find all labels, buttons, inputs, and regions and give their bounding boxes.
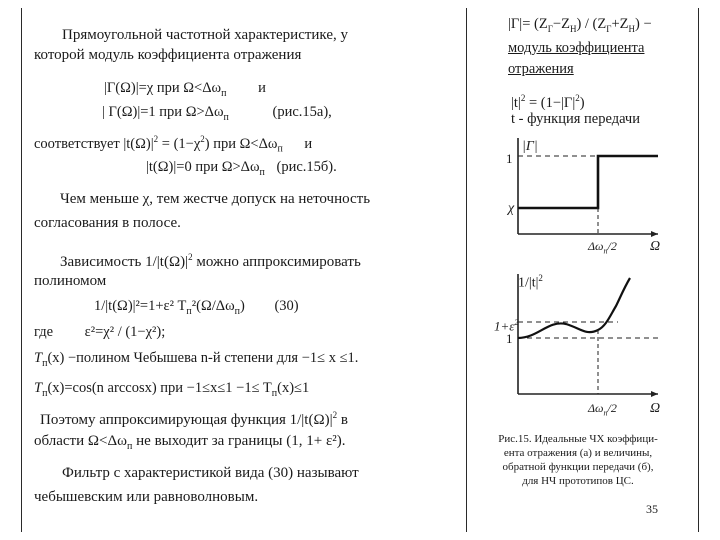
graph-b-x-axis-label: Ω bbox=[650, 401, 661, 416]
reflection-formula: $|Г|= (Z_Г-Z_Н) / (Z_Г+Z_Н)$ − bbox=[508, 16, 652, 34]
transmission-description: t - функция передачи bbox=[511, 111, 640, 127]
paragraph-3-line-1: Зависимость $1/|t(\Omega)|^2$ можно аппроксимировать bbox=[60, 252, 361, 270]
equation-30: 1/|t(Ω)|²=1+ε² $T_п^2(\Omega/\Delta\omega_п)$ (30) bbox=[94, 298, 299, 317]
graph-a-x-mark: $\Delta\omega_п/2$ bbox=[588, 239, 617, 256]
figure-caption bbox=[478, 432, 678, 488]
paragraph-5-line-1: Фильтр с характеристикой вида (30) называют bbox=[62, 465, 359, 481]
caption-line-1: Рис.15. Идеальные ЧХ коэффици- bbox=[498, 433, 658, 445]
right-border bbox=[698, 8, 699, 532]
paragraph-1-line-2: которой модуль коэффициента отражения bbox=[34, 47, 302, 63]
graph-a-y-label: |Г| bbox=[522, 139, 538, 154]
caption-line-4: для НЧ прототипов ЦС. bbox=[522, 475, 634, 487]
reflection-caption-line-2: модуль коэффициента bbox=[508, 40, 645, 56]
graph-a-y-chi: χ bbox=[508, 201, 515, 216]
graph-a-x-axis-label: Ω bbox=[650, 239, 661, 254]
left-border bbox=[21, 8, 22, 532]
graph-b-y-label: $1/|t|^2$ bbox=[518, 273, 543, 291]
paragraph-2-line-2: согласования в полосе. bbox=[34, 215, 181, 231]
where-line: где ε²=χ² / (1−χ²); bbox=[34, 324, 166, 340]
graph-b-y-one: 1 bbox=[506, 331, 513, 346]
chebyshev-definition: $T_п(x)$ −полином Чебышева n-й степени для −1≤ x ≤1. bbox=[34, 350, 359, 369]
transmission-formula: $|t|^2 = (1-|Г|^2)$ bbox=[511, 93, 585, 111]
caption-line-3: обратной функции передачи (б), bbox=[502, 461, 654, 473]
page-number: 35 bbox=[646, 502, 658, 516]
graph-b-x-mark: $\Delta\omega_п/2$ bbox=[588, 401, 617, 418]
equation-4: |t(Ω)|=0 при $\Omega>\Delta\omega_п$ (рис.15б). bbox=[146, 159, 337, 178]
paragraph-4-line-1: Поэтому аппроксимирующая функция $1/|t(\Omega)|^2$ в bbox=[40, 410, 348, 428]
reflection-caption-line-3: отражения bbox=[508, 61, 574, 77]
graph-a-y-one: 1 bbox=[506, 151, 513, 166]
caption-line-2: ента отражения (а) и величины, bbox=[503, 447, 653, 459]
paragraph-2-line-1: Чем меньше χ, тем жестче допуск на неточность bbox=[60, 191, 371, 207]
paragraph-4-line-2: области $\Omega<\Delta\omega_п$ не выходит за границы (1, 1+ ε²). bbox=[34, 433, 346, 452]
paragraph-5-line-2: чебышевским или равноволновым. bbox=[34, 489, 259, 505]
paragraph-3-line-2: полиномом bbox=[34, 273, 107, 289]
cosine-formula: $T_п(x)=\cos(n$ arccosx) при $-1\le x\le 1 -1\le T_п(x)\le 1$ bbox=[34, 380, 310, 399]
equation-1: |Г(Ω)|=χ при $\Omega<\Delta\omega_п$ и bbox=[104, 80, 266, 99]
paragraph-1-line-1: Прямоугольной частотной характеристике, у bbox=[62, 27, 349, 43]
graph-b-y-top: $1+\varepsilon^2$ bbox=[494, 318, 519, 334]
equation-3: соответствует $|t(\Omega)|^2 = (1-\chi^2)$ при $\Omega<\Delta\omega_п$ и bbox=[34, 134, 313, 155]
divider-line bbox=[466, 8, 467, 532]
equation-2: | Г(Ω)|=1 при $\Omega>\Delta\omega_п$ (рис.15а), bbox=[102, 104, 332, 123]
